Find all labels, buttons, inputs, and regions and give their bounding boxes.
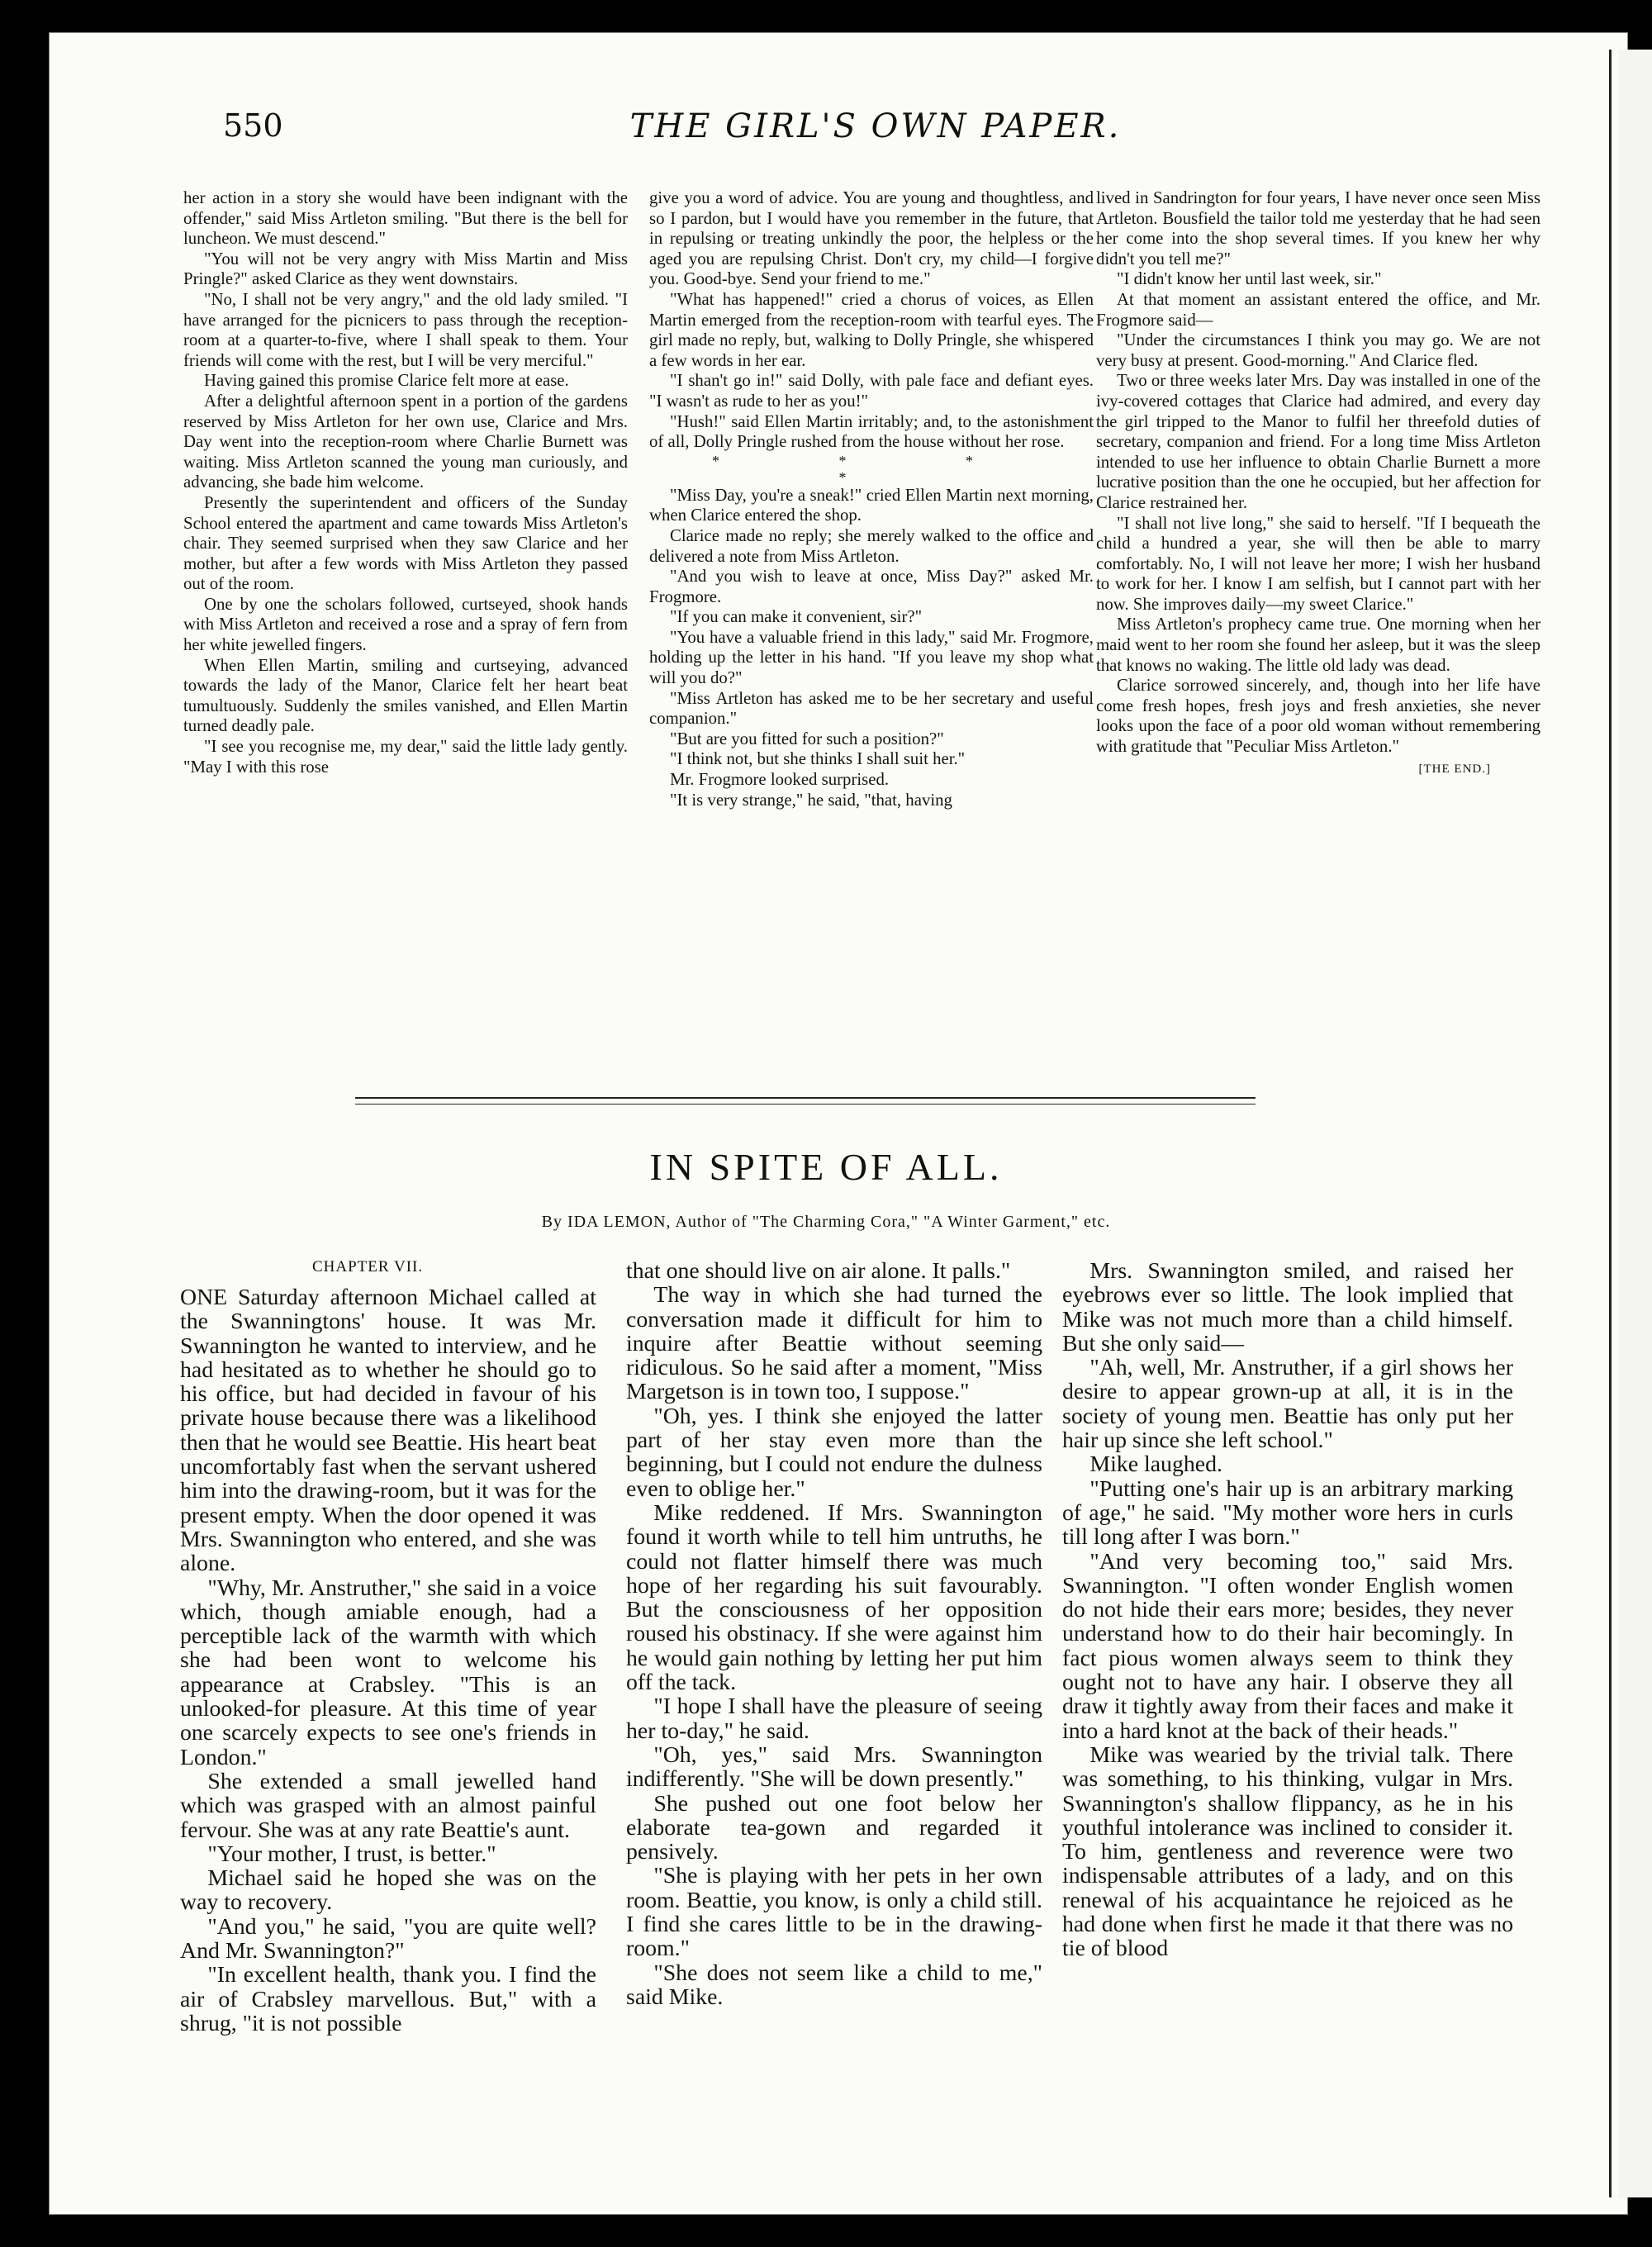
page-number: 550 bbox=[223, 107, 283, 144]
paragraph: "She does not seem like a child to me," said Mike. bbox=[626, 1960, 1042, 2010]
paragraph: "And you," he said, "you are quite well? And Mr. Swannington?" bbox=[180, 1913, 596, 1964]
paragraph: "And very becoming too," said Mrs. Swannington. "I often wonder English women do not hide their ears more; besides, they never understand how to do their hair becomingly. In fact pious women always seem to think they ought not to have any hair. I observe they all draw it tightly away from their faces and make it into a hard knot at the back of their heads." bbox=[1062, 1548, 1513, 1744]
paragraph: "I shall not live long," she said to herself. "If I bequeath the child a hundred a year, she will then be able to marry comfortably. No, I will not leave her more; I wish her husband to work for her. I know I am selfish, but I cannot part with her now. She improves daily—my sweet Clarice." bbox=[1096, 513, 1540, 614]
paragraph: Mr. Frogmore looked surprised. bbox=[669, 770, 890, 790]
paragraph: Mrs. Swannington smiled, and raised her eyebrows ever so little. The look implied that Mike was not much more than a child himself. But she only said— bbox=[1062, 1258, 1513, 1356]
paragraph: "It is very strange," he said, "that, having bbox=[669, 790, 952, 810]
paragraph: lived in Sandrington for four years, I have never once seen Miss Artleton. Bousfield the tailor told me yesterday that he had seen her come into the shop several times. If you knew her why didn't you tell me?" bbox=[1096, 188, 1540, 268]
bottom-column-2 bbox=[626, 1259, 1042, 2110]
paragraph: "I think not, but she thinks I shall suit her." bbox=[669, 749, 966, 769]
paragraph: The way in which she had turned the conversation made it difficult for him to inquire after Beattie without seeming ridiculous. So he said after a moment, "Miss Margetson is in town too, I suppose." bbox=[626, 1282, 1042, 1405]
paragraph: "I shan't go in!" said Dolly, with pale face and defiant eyes. "I wasn't as rude to her as you!" bbox=[649, 371, 1094, 411]
paragraph: Mike reddened. If Mrs. Swannington found it worth while to tell him untruths, he could not flatter himself there was much hope of her regarding his suit favourably. But the consciousness of her opposition roused his obstinacy. If she were against him he would gain nothing by letting her put him off the tack. bbox=[626, 1499, 1042, 1696]
paragraph: "In excellent health, thank you. I find the air of Crabsley marvellous. But," with a shrug, "it is not possible bbox=[180, 1962, 596, 2036]
bottom-column-1 bbox=[180, 1285, 596, 2136]
paragraph: She pushed out one foot below her elaborate tea-gown and regarded it pensively. bbox=[626, 1790, 1042, 1865]
paragraph: "No, I shall not be very angry," and the old lady smiled. "I have arranged for the picnicers to pass through the reception-room at a quarter-to-five, where I shall speak to them. Your friends will come with the rest, but I will be very merciful." bbox=[183, 289, 628, 370]
paragraph: "Ah, well, Mr. Anstruther, if a girl shows her desire to appear grown-up at all, it is in the society of young men. Beattie has only put her hair up since she left school." bbox=[1062, 1355, 1513, 1454]
top-column-1 bbox=[183, 188, 628, 1047]
paragraph: "Miss Day, you're a sneak!" cried Ellen Martin next morning, when Clarice entered the shop. bbox=[649, 485, 1094, 525]
story-title: IN SPITE OF ALL. bbox=[649, 1146, 1003, 1188]
paragraph: "What has happened!" cried a chorus of voices, as Ellen Martin emerged from the reception-room with tearful eyes. The girl made no reply, but, walking to Dolly Pringle, she whispered a few words in her ear. bbox=[649, 289, 1094, 370]
paragraph: "If you can make it convenient, sir?" bbox=[669, 607, 923, 627]
section-break-stars: * * * * bbox=[712, 452, 1031, 486]
paragraph: "Oh, yes," said Mrs. Swannington indifferently. "She will be down presently." bbox=[626, 1741, 1042, 1793]
paragraph: "Oh, yes. I think she enjoyed the latter part of her stay even more than the beginning, but I could not endure the dulness even to oblige her." bbox=[626, 1403, 1042, 1502]
paragraph: "Putting one's hair up is an arbitrary marking of age," he said. "My mother wore hers in curls till long after I was born." bbox=[1062, 1475, 1513, 1551]
running-head: THE GIRL'S OWN PAPER. bbox=[629, 107, 1122, 145]
paragraph: She extended a small jewelled hand which was grasped with an almost painful fervour. She was at any rate Beattie's aunt. bbox=[180, 1768, 596, 1843]
paragraph: One by one the scholars followed, curtseyed, shook hands with Miss Artleton and received a rose and a spray of fern from her white jewelled fingers. bbox=[183, 594, 628, 655]
paragraph: "She is playing with her pets in her own room. Beattie, you know, is only a child still. I find she cares little to be in the drawing-room." bbox=[626, 1863, 1042, 1962]
paragraph: At that moment an assistant entered the office, and Mr. Frogmore said— bbox=[1096, 289, 1540, 330]
paragraph: "You have a valuable friend in this lady," said Mr. Frogmore, holding up the letter in his hand. "If you leave my shop what will you do?" bbox=[649, 627, 1094, 688]
paragraph: "But are you fitted for such a position?" bbox=[669, 729, 944, 748]
paragraph: "Miss Artleton has asked me to be her secretary and useful companion." bbox=[649, 688, 1094, 729]
paragraph: "I hope I shall have the pleasure of seeing her to-day," he said. bbox=[626, 1694, 1042, 1744]
paragraph: that one should live on air alone. It palls." bbox=[626, 1258, 1011, 1284]
the-end-mark: [THE END.] bbox=[1418, 762, 1491, 776]
paragraph: her action in a story she would have been indignant with the offender," said Miss Artleton smiling. "But there is the bell for luncheon. We must descend." bbox=[183, 188, 628, 249]
paragraph: When Ellen Martin, smiling and curtseying, advanced towards the lady of the Manor, Clarice felt her heart beat tumultuously. Suddenly the smiles vanished, and Ellen Martin turned deadly pale. bbox=[183, 655, 628, 736]
paragraph: "Why, Mr. Anstruther," she said in a voice which, though amiable enough, had a perceptible lack of the warmth with which she had been wont to welcome his appearance at Crabsley. "This is an unlooked-for pleasure. At this time of year one scarcely expects to see one's friends in London." bbox=[180, 1575, 596, 1770]
page-edge-line bbox=[1609, 50, 1612, 2197]
paragraph: Mike laughed. bbox=[1089, 1451, 1222, 1478]
paragraph: Mike was wearied by the trivial talk. There was something, to his thinking, vulgar in Mrs. Swannington's shallow flippancy, as he in his youthful intolerance was inclined to consider it. To him, gentleness and reverence were two indispensable attributes of a lady, and on this renewal of his acquaintance he rejoiced as he had done when first he made it that there was no tie of blood bbox=[1062, 1741, 1513, 1962]
paragraph bbox=[180, 1285, 596, 1576]
paragraph: "Hush!" said Ellen Martin irritably; and, to the astonishment of all, Dolly Pringle rushed from the house without her rose. bbox=[649, 411, 1094, 452]
drop-lead-word: ONE bbox=[180, 1285, 228, 1310]
paragraph-text: Saturday afternoon Michael called at the Swanningtons' house. It was Mr. Swannington he wanted to interview, and he had hesitated as to whether he should go to his office, but had decided in favour of his private house because there was a likelihood then that he would see Beattie. His heart beat uncomfortably fast when the servant ushered him into the drawing-room, but it was for the present empty. When the door opened it was Mrs. Swannington who entered, and she was alone. bbox=[180, 1285, 596, 1577]
paragraph: Miss Artleton's prophecy came true. One morning when her maid went to her room she found her asleep, but it was the sleep that knows no waking. The little old lady was dead. bbox=[1096, 615, 1540, 675]
paragraph: "And you wish to leave at once, Miss Day?" asked Mr. Frogmore. bbox=[649, 567, 1094, 606]
bottom-column-3 bbox=[1062, 1259, 1513, 2110]
paragraph: "You will not be very angry with Miss Martin and Miss Pringle?" asked Clarice as they went downstairs. bbox=[183, 249, 628, 289]
top-column-2 bbox=[649, 188, 1094, 1047]
paragraph: Michael said he hoped she was on the way to recovery. bbox=[180, 1865, 596, 1916]
paragraph: "Under the circumstances I think you may go. We are not very busy at present. Good-morning." And Clarice fled. bbox=[1096, 330, 1540, 370]
section-divider bbox=[355, 1097, 1256, 1099]
paragraph: "Your mother, I trust, is better." bbox=[207, 1841, 496, 1867]
paragraph: Presently the superintendent and officers of the Sunday School entered the apartment and came towards Miss Artleton's chair. They seemed surprised when they saw Clarice and her mother, but after a few words with Miss Artleton they passed out of the room. bbox=[183, 492, 628, 594]
paragraph: "I see you recognise me, my dear," said the little lady gently. "May I with this rose bbox=[183, 737, 628, 777]
paragraph: After a delightful afternoon spent in a portion of the gardens reserved by Miss Artleton for her own use, Clarice and Mrs. Day went into the reception-room where Charlie Burnett was waiting. Miss Artleton scanned the young man curiously, and advancing, she bade him welcome. bbox=[183, 391, 628, 492]
page-header bbox=[223, 107, 1528, 157]
paragraph: "I didn't know her until last week, sir." bbox=[1116, 269, 1382, 289]
paragraph: Clarice made no reply; she merely walked to the office and delivered a note from Miss Artleton. bbox=[649, 525, 1094, 566]
paragraph: give you a word of advice. You are young and thoughtless, and so I pardon, but I would have you remember in the future, that in repulsing or treating unkindly the poor, the helpless or the aged you are repulsing Christ. Don't cry, my child—I forgive you. Good-bye. Send your friend to me." bbox=[649, 188, 1094, 289]
chapter-heading: CHAPTER VII. bbox=[312, 1258, 424, 1276]
paragraph: Clarice sorrowed sincerely, and, though into her life have come fresh hopes, fresh joys and fresh anxieties, she never looks upon the face of a poor old woman without remembering with gratitude that "Peculiar Miss Artleton." bbox=[1096, 676, 1540, 757]
byline: By IDA LEMON, Author of "The Charming Cora," "A Winter Garment," etc. bbox=[541, 1213, 1111, 1231]
paragraph: Two or three weeks later Mrs. Day was installed in one of the ivy-covered cottages that Clarice had admired, and every day the girl tripped to the Manor to fulfil her threefold duties of secretary, companion and friend. For a long time Miss Artleton intended to use her influence to obtain Charlie Burnett a more lucrative position than the one he occupied, but her affection for Clarice restrained her. bbox=[1096, 371, 1540, 512]
paragraph: Having gained this promise Clarice felt more at ease. bbox=[203, 371, 569, 391]
top-column-3 bbox=[1096, 188, 1540, 1047]
next-page-edge bbox=[1619, 50, 1652, 2197]
